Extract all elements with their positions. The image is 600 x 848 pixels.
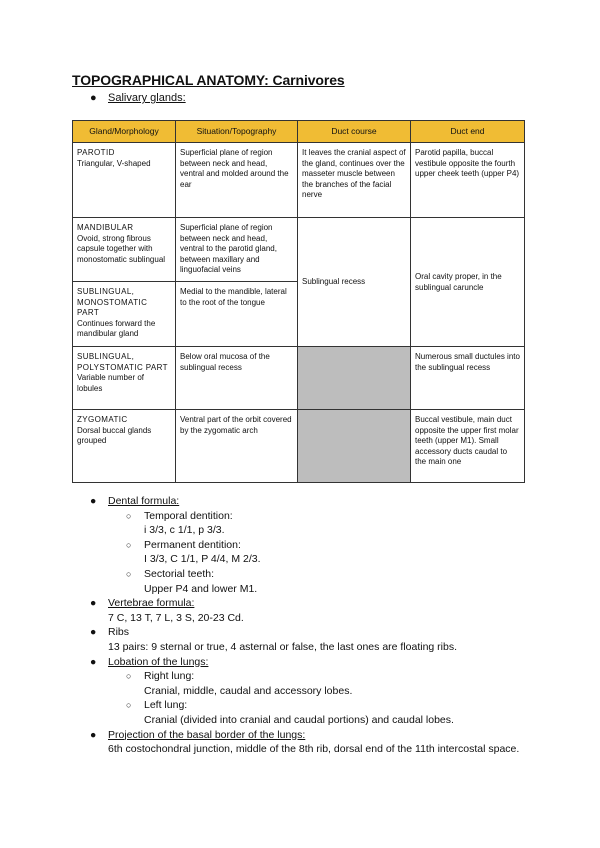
sublist-item-left-lung	[90, 698, 530, 713]
gland-name: ZYGOMATIC	[77, 415, 128, 424]
right-lung-value: Cranial, middle, caudal and accessory lobes.	[144, 684, 353, 697]
bullet-dot: ●	[90, 495, 97, 507]
cell-gland	[73, 218, 176, 282]
projection-label: Projection of the basal border of the lungs:	[108, 728, 306, 741]
gland-morph: Triangular, V-shaped	[77, 158, 151, 168]
projection-value: 6th costochondral junction, middle of the 8th rib, dorsal end of the 11th intercostal space.	[108, 743, 520, 756]
gland-name: SUBLINGUAL, POLYSTOMATIC PART	[77, 352, 168, 372]
header-duct-course: Duct course	[298, 121, 411, 143]
table-row-sublingual-poly	[73, 347, 525, 410]
cell-situation: Ventral part of the orbit covered by the zygomatic arch	[176, 410, 298, 483]
cell-duct-end: Parotid papilla, buccal vestibule opposite the fourth upper cheek teeth (upper P4)	[411, 143, 525, 218]
circle-bullet: ○	[126, 510, 132, 521]
list-item-lungs	[90, 655, 530, 670]
cell-situation: Medial to the mandible, lateral to the root of the tongue	[176, 282, 298, 347]
bullet-dot: ●	[90, 597, 97, 610]
vertebrae-label: Vertebrae formula:	[108, 597, 195, 610]
anatomy-list	[90, 494, 530, 757]
list-item-dental	[90, 494, 530, 509]
sublist-item-right-lung	[90, 669, 530, 684]
gland-morph: Continues forward the mandibular gland	[77, 318, 156, 338]
cell-gland	[73, 410, 176, 483]
table-row-parotid	[73, 143, 525, 218]
cell-duct-end: Numerous small ductules into the sublingual recess	[411, 347, 525, 410]
bullet-dot: ●	[90, 655, 97, 668]
table-row-mandibular	[73, 218, 525, 282]
circle-bullet: ○	[126, 671, 132, 682]
page-title: TOPOGRAPHICAL ANATOMY: Carnivores	[72, 72, 345, 88]
left-lung-label: Left lung:	[144, 699, 188, 712]
gland-morph: Dorsal buccal glands grouped	[77, 425, 152, 445]
sublist-item-permanent	[90, 538, 530, 553]
bullet-dot: ●	[90, 728, 97, 741]
lungs-label: Lobation of the lungs:	[108, 655, 209, 668]
ribs-label: Ribs	[108, 626, 130, 639]
header-gland: Gland/Morphology	[73, 121, 176, 143]
cell-gland	[73, 143, 176, 218]
bullet-dot: ●	[90, 92, 97, 104]
cell-duct-end: Buccal vestibule, main duct opposite the upper first molar teeth (upper M1). Small accessory ducts caudal to the main one	[411, 410, 525, 483]
cell-duct-course-shared: Sublingual recess	[298, 218, 411, 347]
gland-morph: Variable number of lobules	[77, 373, 144, 393]
bullet-dot: ●	[90, 626, 97, 639]
permanent-label: Permanent dentition:	[144, 538, 241, 551]
right-lung-label: Right lung:	[144, 670, 195, 683]
vertebrae-value: 7 C, 13 T, 7 L, 3 S, 20-23 Cd.	[108, 611, 244, 624]
permanent-value: I 3/3, C 1/1, P 4/4, M 2/3.	[144, 553, 261, 566]
temporal-value: i 3/3, c 1/1, p 3/3.	[144, 524, 225, 537]
left-lung-value: Cranial (divided into cranial and caudal portions) and caudal lobes.	[144, 713, 454, 726]
cell-duct-course-empty	[298, 347, 411, 410]
temporal-label: Temporal dentition:	[144, 509, 233, 522]
circle-bullet: ○	[126, 568, 132, 579]
sublist-item-sectorial	[90, 567, 530, 582]
gland-morph: Ovoid, strong fibrous capsule together with monostomatic sublingual	[77, 233, 166, 264]
list-item-vertebrae	[90, 596, 530, 611]
gland-name: PAROTID	[77, 148, 115, 157]
gland-name: MANDIBULAR	[77, 223, 134, 232]
salivary-bullet	[90, 92, 186, 104]
sublist-item-temporal	[90, 509, 530, 524]
salivary-label: Salivary glands:	[108, 92, 186, 104]
ribs-value: 13 pairs: 9 sternal or true, 4 asternal or false, the last ones are floating ribs.	[108, 640, 458, 653]
cell-situation: Below oral mucosa of the sublingual recess	[176, 347, 298, 410]
cell-duct-end-shared: Oral cavity proper, in the sublingual caruncle	[411, 218, 525, 347]
gland-name: SUBLINGUAL, MONOSTOMATIC PART	[77, 287, 148, 317]
circle-bullet: ○	[126, 700, 132, 711]
table-header-row	[73, 121, 525, 143]
cell-situation: Superficial plane of region between neck and head, ventral and molded around the ear	[176, 143, 298, 218]
dental-label: Dental formula:	[108, 495, 180, 507]
header-duct-end: Duct end	[411, 121, 525, 143]
circle-bullet: ○	[126, 539, 132, 550]
cell-duct-course: It leaves the cranial aspect of the gland, continues over the masseter muscle between the branches of the facial nerve	[298, 143, 411, 218]
list-item-projection	[90, 728, 530, 743]
cell-duct-course-empty	[298, 410, 411, 483]
cell-situation: Superficial plane of region between neck and head, ventral to the parotid gland, between maxillary and linguofacial veins	[176, 218, 298, 282]
salivary-glands-table	[72, 120, 525, 483]
cell-gland	[73, 347, 176, 410]
header-situation: Situation/Topography	[176, 121, 298, 143]
list-item-ribs	[90, 625, 530, 640]
sectorial-value: Upper P4 and lower M1.	[144, 582, 258, 595]
table-row-zygomatic	[73, 410, 525, 483]
sectorial-label: Sectorial teeth:	[144, 567, 215, 580]
cell-gland	[73, 282, 176, 347]
